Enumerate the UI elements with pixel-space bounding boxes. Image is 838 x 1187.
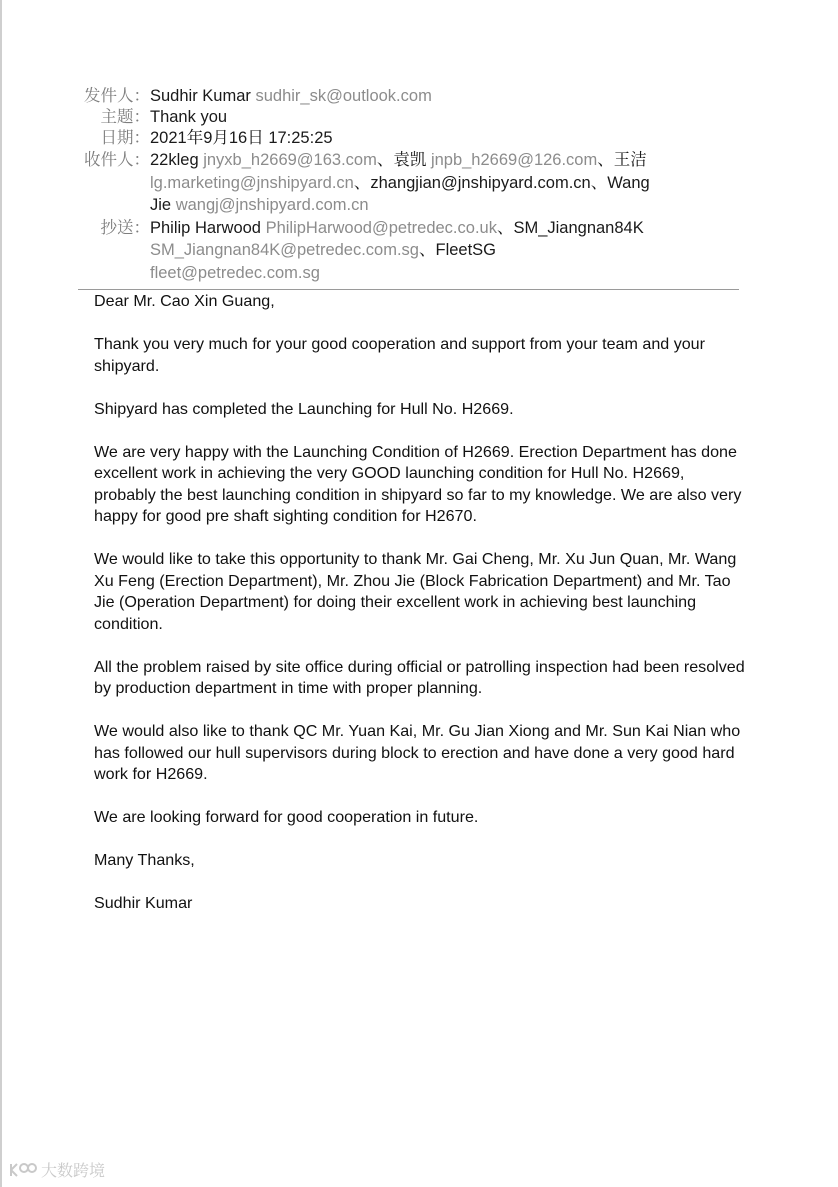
recipient-name: Wang [607,173,650,192]
kkk-logo-icon [8,1160,38,1180]
recipient-separator: 、 [376,151,394,169]
cc-name: FleetSG [435,241,497,259]
header-divider [78,289,739,290]
email-body [94,291,750,936]
body-paragraph: We are very happy with the Launching Condition of H2669. Erection Department has done excellent work in achieving the very GOOD launching condition for Hull No. H2669, probably the best launching condition in shipyard so far to my knowledge. We are also very happy for good pre shaft sighting condition for H2670. [94,442,742,525]
to-row [78,149,718,217]
recipient-separator: 、 [590,173,608,192]
page-left-edge [0,0,2,1187]
subject-value: Thank you [150,108,228,126]
email-header [78,86,718,284]
recipient-name: Jie [150,196,172,214]
recipient-name: 袁凯 [393,151,427,169]
body-paragraph: We are looking forward for good cooperation in future. [94,808,479,826]
body-paragraph: We would also like to thank QC Mr. Yuan Kai, Mr. Gu Jian Xiong and Mr. Sun Kai Nian who has followed our hull supervisors during block to erection and have done a very good hard work for H2669. [94,722,741,783]
body-paragraph: We would like to take this opportunity to thank Mr. Gai Cheng, Mr. Xu Jun Quan, Mr. Wang Xu Feng (Erection Department), Mr. Zhou Jie (Block Fabrication Department) and Mr. Tao Jie (Operation Department) for doing their excellent work in achieving best launching condition. [94,550,737,633]
body-paragraph: Shipyard has completed the Launching for Hull No. H2669. [94,399,514,418]
cc-row [78,217,718,285]
recipient-name: 王洁 [613,151,647,169]
body-paragraph: All the problem raised by site office during official or patrolling inspection had been resolved by production department in time with proper planning. [94,657,745,697]
cc-name: SM_Jiangnan84K [513,218,644,237]
greeting: Dear Mr. Cao Xin Guang, [94,292,275,310]
closing: Many Thanks, [94,851,195,869]
recipient-email-plain[interactable]: zhangjian@jnshipyard.com.cn [370,173,591,192]
cc-email[interactable]: SM_Jiangnan84K@petredec.com.sg [150,241,419,259]
sender-email[interactable]: sudhir_sk@outlook.com [255,87,432,105]
cc-email[interactable]: PhilipHarwood@petredec.co.uk [265,218,497,237]
sender-name: Sudhir Kumar [150,87,251,105]
watermark-text: 大数跨境 [41,1163,106,1180]
recipient-email[interactable]: jnpb_h2669@126.com [430,151,598,169]
subject-row [78,107,718,128]
recipient-separator: 、 [597,151,614,169]
from-row [78,86,718,107]
recipient-name: 22kleg [150,151,199,169]
recipient-email[interactable]: lg.marketing@jnshipyard.cn [150,173,354,192]
watermark [8,1158,105,1181]
cc-email[interactable]: fleet@petredec.com.sg [150,263,320,282]
date-label: 日期： [100,129,150,147]
recipient-email[interactable]: jnyxb_h2669@163.com [203,151,377,169]
subject-label: 主题： [100,108,150,126]
cc-separator: 、 [419,241,436,259]
cc-separator: 、 [496,218,514,237]
cc-name: Philip Harwood [150,218,261,237]
date-row [78,128,718,149]
recipient-email[interactable]: wangj@jnshipyard.com.cn [175,196,369,214]
body-paragraph: Thank you very much for your good cooperation and support from your team and your shipyard. [94,335,705,375]
recipient-separator: 、 [353,173,371,192]
from-label: 发件人： [84,87,150,105]
signature: Sudhir Kumar [94,894,193,912]
date-value: 2021年9月16日 17:25:25 [150,129,333,147]
cc-label: 抄送： [100,218,150,237]
to-label: 收件人： [84,151,150,169]
